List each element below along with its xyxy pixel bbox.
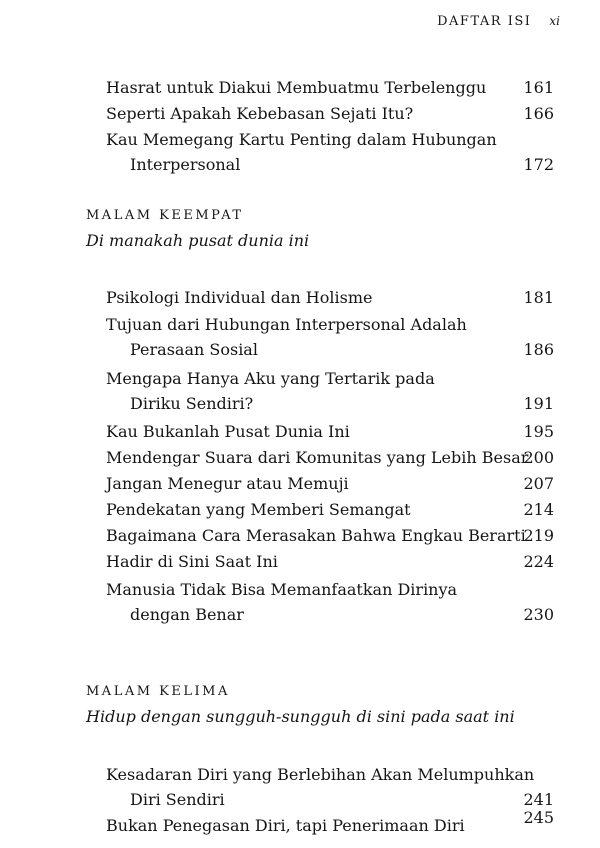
toc-entry-title: Tujuan dari Hubungan Interpersonal Adalah xyxy=(106,315,467,334)
toc-entry-page: 166 xyxy=(523,104,554,123)
toc-entry-title: Hadir di Sini Saat Ini xyxy=(106,552,278,571)
toc-entry-page: 219 xyxy=(523,526,554,545)
toc-entry-title: Bagaimana Cara Merasakan Bahwa Engkau Berarti xyxy=(106,526,526,545)
toc-entry-page: 245 xyxy=(523,808,554,827)
toc-entry-title: Psikologi Individual dan Holisme xyxy=(106,288,373,307)
toc-entry-page: 172 xyxy=(523,155,554,174)
toc-entry-title: Manusia Tidak Bisa Memanfaatkan Dirinya xyxy=(106,580,458,599)
toc-entry-page: 214 xyxy=(523,500,554,519)
toc-entry-title: Kau Bukanlah Pusat Dunia Ini xyxy=(106,422,350,441)
toc-entry-title: Hasrat untuk Diakui Membuatmu Terbelenggu xyxy=(106,78,487,97)
toc-entry-title: Kesadaran Diri yang Berlebihan Akan Melumpuhkan xyxy=(106,765,535,784)
toc-entry-page: 224 xyxy=(523,552,554,571)
toc-entry-page: 191 xyxy=(523,394,554,413)
toc-entry-page: 200 xyxy=(523,448,554,467)
page-folio: xi xyxy=(549,14,560,28)
toc-entry-title-continued: Interpersonal xyxy=(130,155,241,174)
toc-entry-title: Jangan Menegur atau Memuji xyxy=(106,474,349,493)
toc-entry-page: 181 xyxy=(523,288,554,307)
toc-entry-title: Seperti Apakah Kebebasan Sejati Itu? xyxy=(106,104,414,123)
toc-entry-title: Pendekatan yang Memberi Semangat xyxy=(106,500,411,519)
running-header xyxy=(437,14,560,29)
section-title: MALAM KELIMA xyxy=(86,684,230,699)
running-header-title: DAFTAR ISI xyxy=(437,14,532,29)
toc-entry-page: 195 xyxy=(523,422,554,441)
toc-entry-title-continued: Perasaan Sosial xyxy=(130,340,258,359)
toc-entry-title-continued: Diriku Sendiri? xyxy=(130,394,254,413)
section-subtitle: Hidup dengan sungguh-sungguh di sini pada saat ini xyxy=(86,707,515,726)
section-subtitle: Di manakah pusat dunia ini xyxy=(86,231,310,250)
toc-entry-title: Bukan Penegasan Diri, tapi Penerimaan Diri xyxy=(106,816,465,835)
toc-entry-page: 161 xyxy=(523,78,554,97)
toc-entry-title: Kau Memegang Kartu Penting dalam Hubungan xyxy=(106,130,497,149)
toc-entry-page: 241 xyxy=(523,790,554,809)
toc-entry-title: Mendengar Suara dari Komunitas yang Lebih Besar xyxy=(106,448,529,467)
section-title: MALAM KEEMPAT xyxy=(86,208,244,223)
toc-entry-title-continued: Diri Sendiri xyxy=(130,790,225,809)
toc-entry-page: 230 xyxy=(523,605,554,624)
toc-entry-page: 207 xyxy=(523,474,554,493)
toc-entry-title-continued: dengan Benar xyxy=(130,605,244,624)
toc-entry-page: 186 xyxy=(523,340,554,359)
toc-entry-title: Mengapa Hanya Aku yang Tertarik pada xyxy=(106,369,435,388)
